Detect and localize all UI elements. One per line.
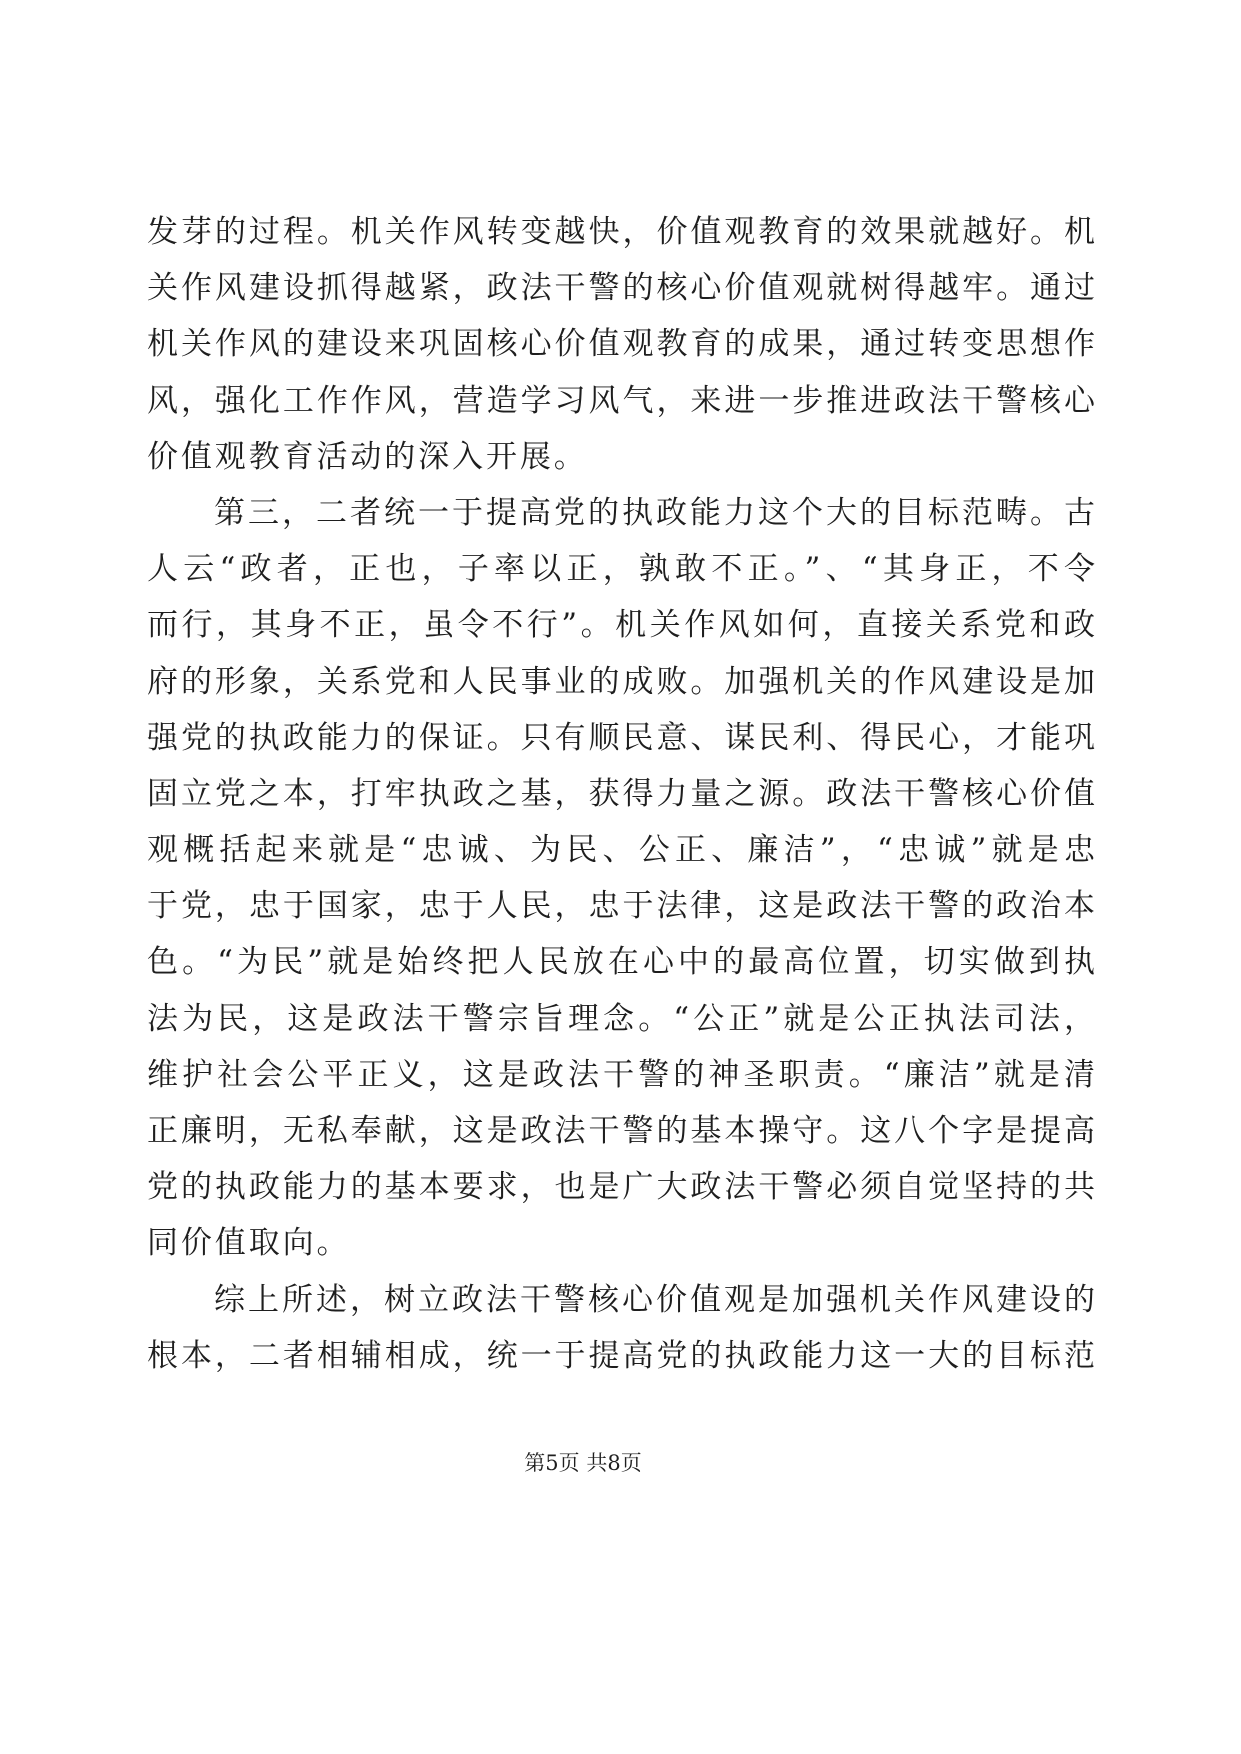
text-line: 发芽的过程。机关作风转变越快，价值观教育的效果就越好。机 bbox=[147, 214, 1095, 250]
paragraph bbox=[147, 1272, 1095, 1384]
text-line: 价值观教育活动的深入开展。 bbox=[147, 438, 588, 475]
text-line: 风，强化工作作风，营造学习风气，来进一步推进政法干警核心 bbox=[147, 382, 1095, 419]
text-line: 同价值取向。 bbox=[147, 1225, 351, 1262]
text-line: 观概括起来就是“忠诚、为民、公正、廉洁”，“忠诚”就是忠 bbox=[147, 832, 1095, 869]
text-line: 正廉明，无私奉献，这是政法干警的基本操守。这八个字是提高 bbox=[147, 1113, 1095, 1149]
text-line: 于党，忠于国家，忠于人民，忠于法律，这是政法干警的政治本 bbox=[147, 888, 1095, 925]
text-line: 府的形象，关系党和人民事业的成败。加强机关的作风建设是加 bbox=[147, 663, 1095, 700]
text-line: 法为民，这是政法干警宗旨理念。“公正”就是公正执法司法， bbox=[147, 1000, 1095, 1037]
page-number-footer: 第5页 共8页 bbox=[524, 1451, 642, 1475]
text-line: 关作风建设抓得越紧，政法干警的核心价值观就树得越牢。通过 bbox=[147, 270, 1095, 307]
text-line: 人云“政者，正也，子率以正，孰敢不正。”、“其身正，不令 bbox=[147, 551, 1095, 588]
text-line: 机关作风的建设来巩固核心价值观教育的成果，通过转变思想作 bbox=[147, 326, 1095, 363]
text-line: 第三，二者统一于提高党的执政能力这个大的目标范畴。古 bbox=[214, 494, 1095, 531]
text-line: 党的执政能力的基本要求，也是广大政法干警必须自觉坚持的共 bbox=[147, 1169, 1095, 1206]
paragraph bbox=[147, 204, 1095, 485]
text-line: 而行，其身不正，虽令不行”。机关作风如何，直接关系党和政 bbox=[147, 607, 1095, 644]
text-line: 固立党之本，打牢执政之基，获得力量之源。政法干警核心价值 bbox=[147, 775, 1095, 812]
document-body bbox=[147, 204, 1095, 1384]
paragraph bbox=[147, 485, 1095, 1272]
text-line: 维护社会公平正义，这是政法干警的神圣职责。“廉洁”就是清 bbox=[147, 1056, 1095, 1093]
text-line: 强党的执政能力的保证。只有顺民意、谋民利、得民心，才能巩 bbox=[147, 719, 1095, 756]
text-line: 色。“为民”就是始终把人民放在心中的最高位置，切实做到执 bbox=[147, 944, 1095, 981]
text-line: 根本，二者相辅相成，统一于提高党的执政能力这一大的目标范 bbox=[147, 1337, 1095, 1374]
text-line: 综上所述，树立政法干警核心价值观是加强机关作风建设的 bbox=[214, 1281, 1095, 1318]
